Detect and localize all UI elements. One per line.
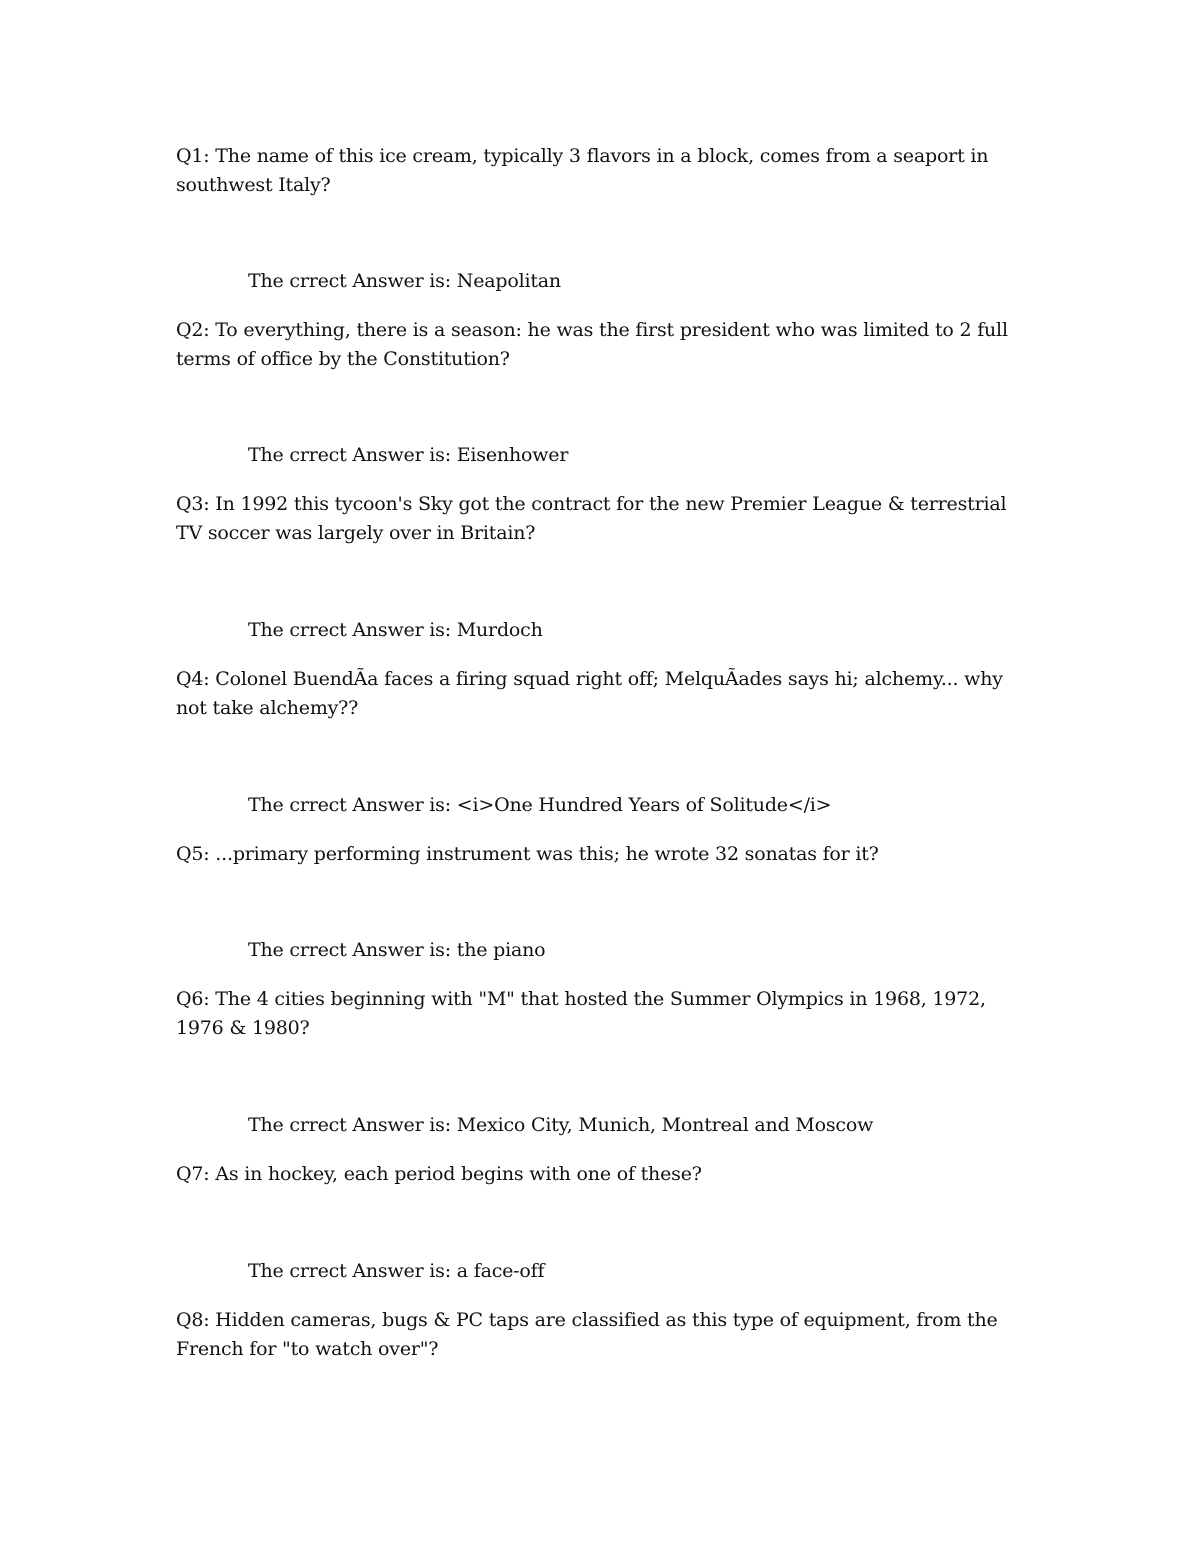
answer-7: The crrect Answer is: a face-off (248, 1260, 545, 1282)
answer-5: The crrect Answer is: the piano (248, 939, 546, 961)
answer-1: The crrect Answer is: Neapolitan (248, 270, 561, 292)
question-5: Q5: ...primary performing instrument was this; he wrote 32 sonatas for it? (176, 843, 879, 865)
question-1: Q1: The name of this ice cream, typically 3 flavors in a block, comes from a seaport in southwest Italy? (176, 145, 989, 196)
question-8: Q8: Hidden cameras, bugs & PC taps are classified as this type of equipment, from the French for "to watch over"? (176, 1309, 998, 1360)
question-4: Q4: Colonel BuendÃa faces a firing squad right off; MelquÃades says hi; alchemy... why not take alchemy?? (176, 668, 1003, 719)
question-6: Q6: The 4 cities beginning with "M" that hosted the Summer Olympics in 1968, 1972, 1976 & 1980? (176, 988, 986, 1039)
question-7: Q7: As in hockey, each period begins with one of these? (176, 1163, 702, 1185)
question-2: Q2: To everything, there is a season: he was the first president who was limited to 2 full terms of office by the Constitution? (176, 319, 1008, 370)
question-3: Q3: In 1992 this tycoon's Sky got the contract for the new Premier League & terrestrial TV soccer was largely over in Britain? (176, 493, 1007, 544)
answer-3: The crrect Answer is: Murdoch (248, 619, 543, 641)
answer-4: The crrect Answer is: <i>One Hundred Years of Solitude</i> (248, 794, 832, 816)
answer-6: The crrect Answer is: Mexico City, Munich, Montreal and Moscow (248, 1114, 874, 1136)
answer-2: The crrect Answer is: Eisenhower (248, 444, 569, 466)
